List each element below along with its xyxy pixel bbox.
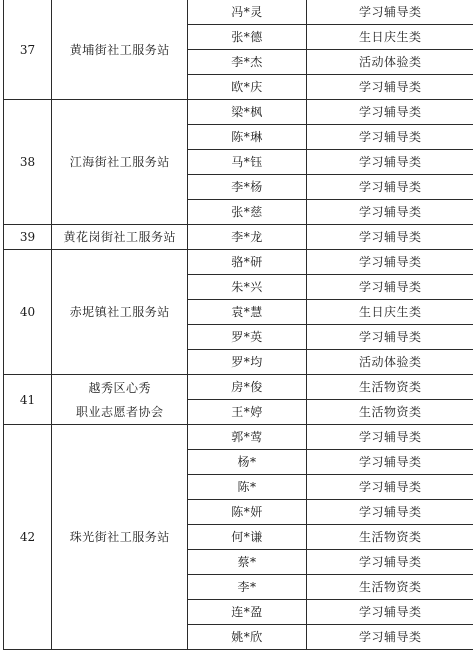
service-type-cell: 生活物资类 bbox=[306, 525, 473, 550]
service-type-cell: 活动体验类 bbox=[306, 50, 473, 75]
service-type-cell: 生活物资类 bbox=[306, 575, 473, 600]
volunteer-name-cell: 骆*研 bbox=[188, 250, 306, 275]
table-row bbox=[4, 225, 473, 250]
service-type-cell: 学习辅导类 bbox=[306, 0, 473, 25]
table-row bbox=[4, 100, 473, 125]
service-type-cell: 学习辅导类 bbox=[306, 325, 473, 350]
service-type-cell: 学习辅导类 bbox=[306, 175, 473, 200]
volunteer-name-cell: 朱*兴 bbox=[188, 275, 306, 300]
service-unit-name-line: 黄埔街社工服务站 bbox=[52, 38, 187, 62]
volunteer-name-cell: 陈*琳 bbox=[188, 125, 306, 150]
volunteer-name-cell: 袁*慧 bbox=[188, 300, 306, 325]
volunteer-name-cell: 王*婷 bbox=[188, 400, 306, 425]
table-row bbox=[4, 250, 473, 275]
volunteer-name-cell: 陈*妍 bbox=[188, 500, 306, 525]
service-unit-name-line: 黄花岗街社工服务站 bbox=[52, 225, 187, 249]
service-unit-name-line: 珠光街社工服务站 bbox=[52, 525, 187, 549]
volunteer-name-cell: 郭*莺 bbox=[188, 425, 306, 450]
service-unit-cell bbox=[52, 375, 188, 425]
volunteer-name-cell: 张*德 bbox=[188, 25, 306, 50]
table-row bbox=[4, 425, 473, 450]
volunteer-name-cell: 冯*灵 bbox=[188, 0, 306, 25]
group-number-cell: 42 bbox=[4, 425, 52, 650]
group-number-cell: 37 bbox=[4, 0, 52, 100]
service-unit-name-line: 赤坭镇社工服务站 bbox=[52, 300, 187, 324]
service-type-cell: 学习辅导类 bbox=[306, 275, 473, 300]
volunteer-name-cell: 蔡* bbox=[188, 550, 306, 575]
service-unit-cell bbox=[52, 425, 188, 650]
service-type-cell: 学习辅导类 bbox=[306, 200, 473, 225]
volunteer-name-cell: 姚*欣 bbox=[188, 625, 306, 650]
volunteer-name-cell: 李*杰 bbox=[188, 50, 306, 75]
service-type-cell: 学习辅导类 bbox=[306, 600, 473, 625]
service-type-cell: 活动体验类 bbox=[306, 350, 473, 375]
service-type-cell: 学习辅导类 bbox=[306, 625, 473, 650]
service-type-cell: 学习辅导类 bbox=[306, 100, 473, 125]
service-unit-cell bbox=[52, 250, 188, 375]
service-unit-name-line: 职业志愿者协会 bbox=[52, 400, 187, 424]
service-type-cell: 生日庆生类 bbox=[306, 25, 473, 50]
service-type-cell: 学习辅导类 bbox=[306, 250, 473, 275]
volunteer-name-cell: 罗*英 bbox=[188, 325, 306, 350]
service-type-cell: 生活物资类 bbox=[306, 375, 473, 400]
service-type-cell: 学习辅导类 bbox=[306, 425, 473, 450]
volunteer-name-cell: 连*盈 bbox=[188, 600, 306, 625]
volunteer-name-cell: 梁*枫 bbox=[188, 100, 306, 125]
volunteer-name-cell: 欧*庆 bbox=[188, 75, 306, 100]
volunteer-name-cell: 杨* bbox=[188, 450, 306, 475]
service-unit-name-line: 越秀区心秀 bbox=[52, 376, 187, 400]
volunteer-name-cell: 李*龙 bbox=[188, 225, 306, 250]
group-number-cell: 40 bbox=[4, 250, 52, 375]
volunteer-name-cell: 何*谦 bbox=[188, 525, 306, 550]
volunteer-name-cell: 张*慈 bbox=[188, 200, 306, 225]
volunteer-name-cell: 李* bbox=[188, 575, 306, 600]
service-type-cell: 学习辅导类 bbox=[306, 225, 473, 250]
volunteer-name-cell: 陈* bbox=[188, 475, 306, 500]
service-type-cell: 学习辅导类 bbox=[306, 475, 473, 500]
table-row bbox=[4, 375, 473, 400]
service-unit-cell bbox=[52, 0, 188, 100]
group-number-cell: 41 bbox=[4, 375, 52, 425]
volunteer-name-cell: 罗*均 bbox=[188, 350, 306, 375]
group-number-cell: 39 bbox=[4, 225, 52, 250]
service-type-cell: 学习辅导类 bbox=[306, 150, 473, 175]
roster-body bbox=[4, 0, 473, 650]
table-row bbox=[4, 0, 473, 25]
volunteer-name-cell: 房*俊 bbox=[188, 375, 306, 400]
service-type-cell: 生日庆生类 bbox=[306, 300, 473, 325]
volunteer-name-cell: 李*杨 bbox=[188, 175, 306, 200]
service-type-cell: 学习辅导类 bbox=[306, 450, 473, 475]
service-unit-cell bbox=[52, 225, 188, 250]
service-unit-cell bbox=[52, 100, 188, 225]
service-type-cell: 学习辅导类 bbox=[306, 75, 473, 100]
service-type-cell: 学习辅导类 bbox=[306, 125, 473, 150]
volunteer-name-cell: 马*钰 bbox=[188, 150, 306, 175]
service-type-cell: 生活物资类 bbox=[306, 400, 473, 425]
group-number-cell: 38 bbox=[4, 100, 52, 225]
service-type-cell: 学习辅导类 bbox=[306, 550, 473, 575]
service-type-cell: 学习辅导类 bbox=[306, 500, 473, 525]
service-unit-name-line: 江海街社工服务站 bbox=[52, 150, 187, 174]
volunteer-roster-table bbox=[3, 0, 473, 650]
